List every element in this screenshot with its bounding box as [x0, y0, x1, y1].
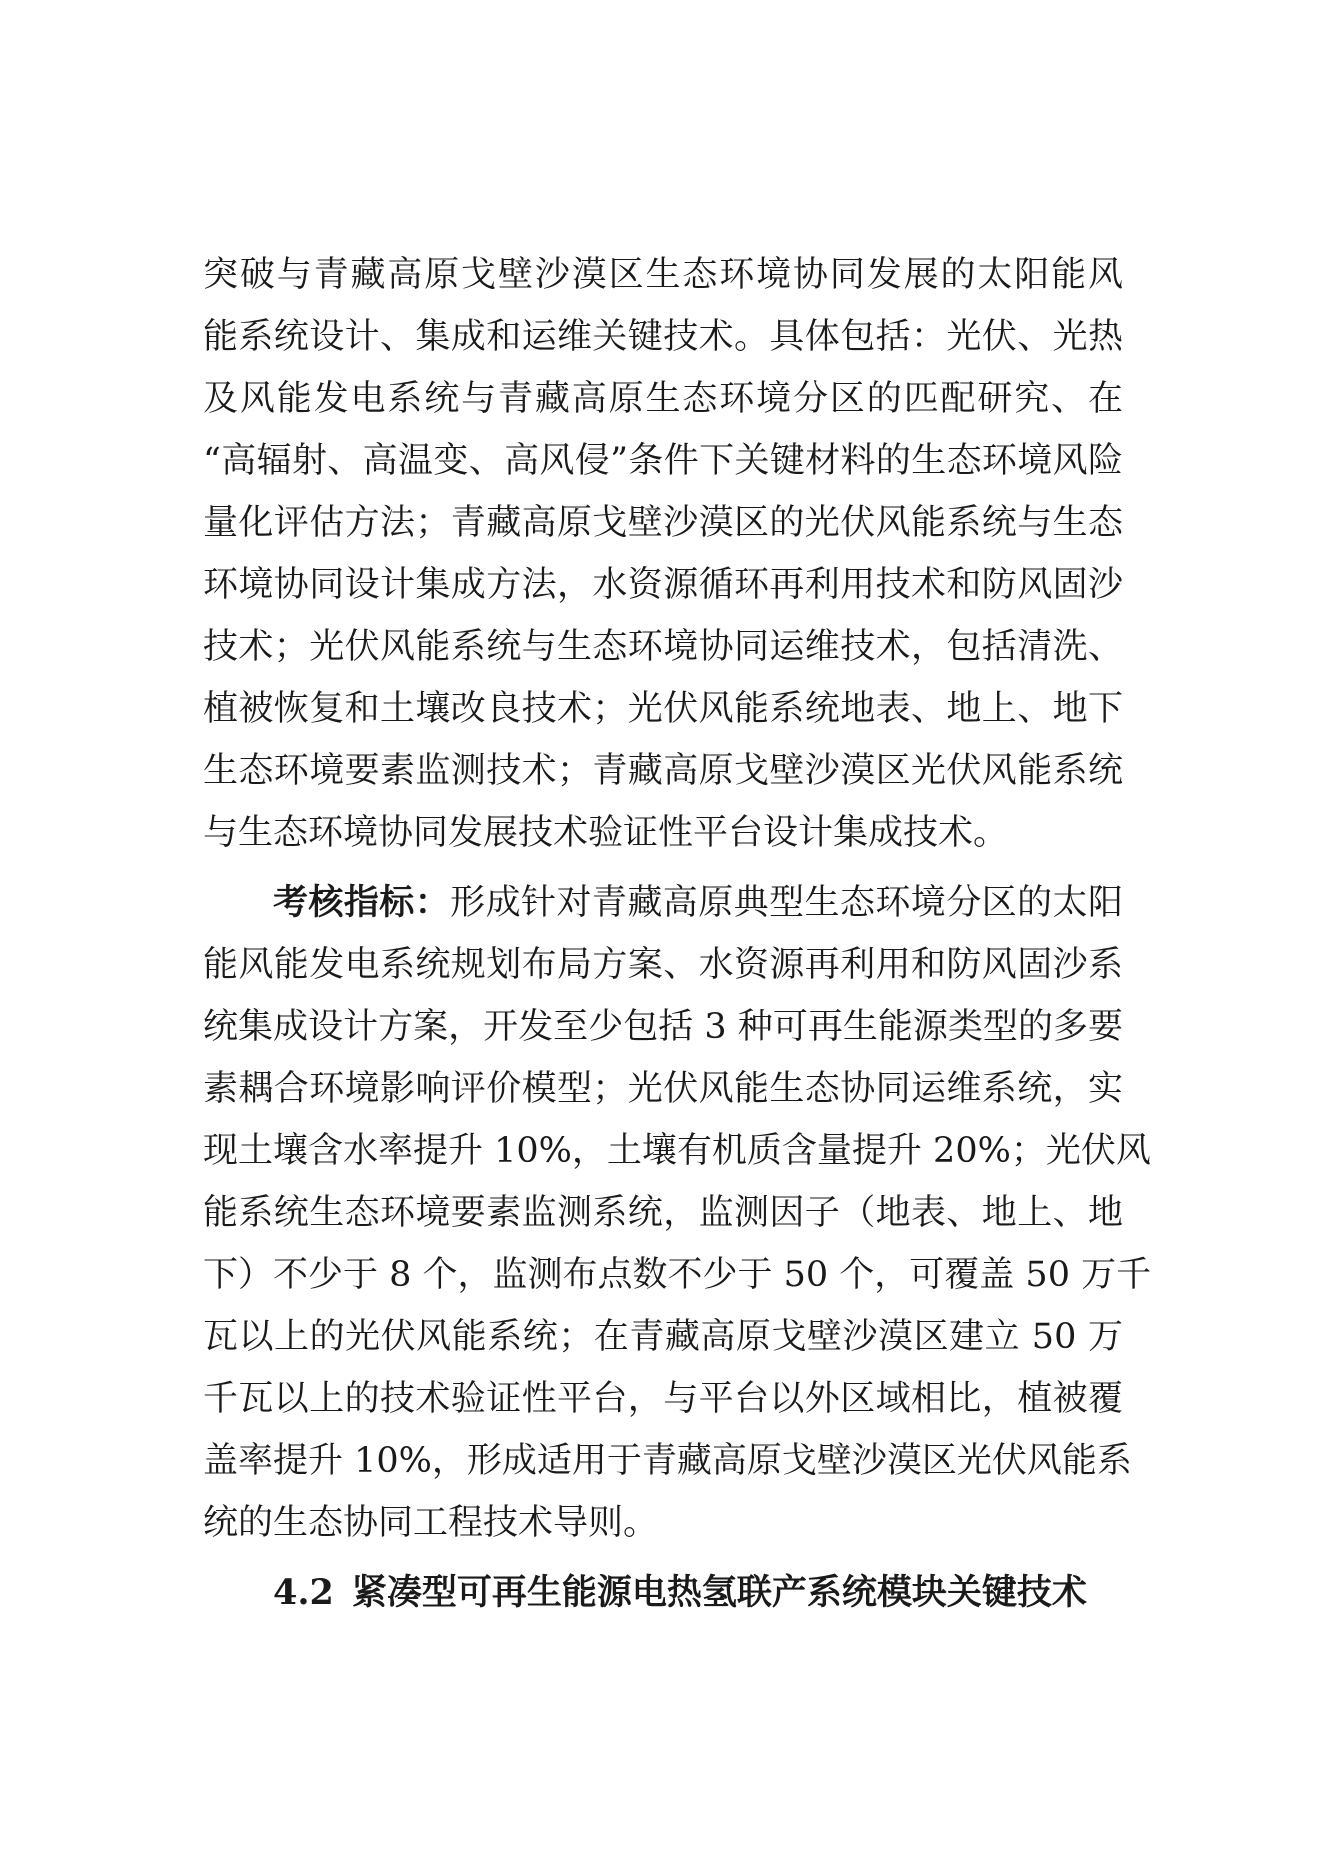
body-text-line: 统的生态协同工程技术导则。: [203, 1503, 659, 1543]
body-text-line: 现土壤含水率提升 10%，土壤有机质含量提升 20%；光伏风: [203, 1131, 1151, 1171]
body-text-line: 能系统生态环境要素监测系统，监测因子（地表、地上、地: [203, 1193, 1123, 1233]
section-number: 4.2: [273, 1572, 334, 1613]
body-text-line: 瓦以上的光伏风能系统；在青藏高原戈壁沙漠区建立 50 万: [203, 1317, 1123, 1357]
body-text-line: 植被恢复和土壤改良技术；光伏风能系统地表、地上、地下: [203, 689, 1123, 729]
body-text-line: 环境协同设计集成方法，水资源循环再利用技术和防风固沙: [203, 565, 1123, 605]
body-text-line: 盖率提升 10%，形成适用于青藏高原戈壁沙漠区光伏风能系: [203, 1441, 1132, 1481]
body-text-line: “高辐射、高温变、高风侵”条件下关键材料的生态环境风险: [203, 441, 1123, 481]
body-text-line: 技术；光伏风能系统与生态环境协同运维技术，包括清洗、: [203, 627, 1123, 667]
body-text-line: 生态环境要素监测技术；青藏高原戈壁沙漠区光伏风能系统: [203, 751, 1123, 791]
assessment-first-line: [273, 872, 1123, 934]
body-text-line: 下）不少于 8 个，监测布点数不少于 50 个，可覆盖 50 万千: [203, 1255, 1152, 1295]
body-text-line: 千瓦以上的技术验证性平台，与平台以外区域相比，植被覆: [203, 1379, 1123, 1419]
body-text-line: 与生态环境协同发展技术验证性平台设计集成技术。: [203, 813, 1009, 853]
assessment-label: 考核指标：: [273, 882, 451, 923]
body-text-line: 素耦合环境影响评价模型；光伏风能生态协同运维系统，实: [203, 1069, 1123, 1109]
body-text-line: 及风能发电系统与青藏高原生态环境分区的匹配研究、在: [203, 379, 1123, 419]
section-title: 紧凑型可再生能源电热氢联产系统模块关键技术: [351, 1572, 1087, 1613]
section-heading: [273, 1562, 1123, 1624]
assessment-first-line-text: 形成针对青藏高原典型生态环境分区的太阳: [450, 883, 1123, 923]
body-text-line: 量化评估方法；青藏高原戈壁沙漠区的光伏风能系统与生态: [203, 503, 1123, 543]
body-text-line: 能系统设计、集成和运维关键技术。具体包括：光伏、光热: [203, 317, 1123, 357]
body-text-line: 统集成设计方案，开发至少包括 3 种可再生能源类型的多要: [203, 1007, 1123, 1047]
body-text-line: 突破与青藏高原戈壁沙漠区生态环境协同发展的太阳能风: [203, 255, 1123, 295]
body-text-line: 能风能发电系统规划布局方案、水资源再利用和防风固沙系: [203, 945, 1123, 985]
